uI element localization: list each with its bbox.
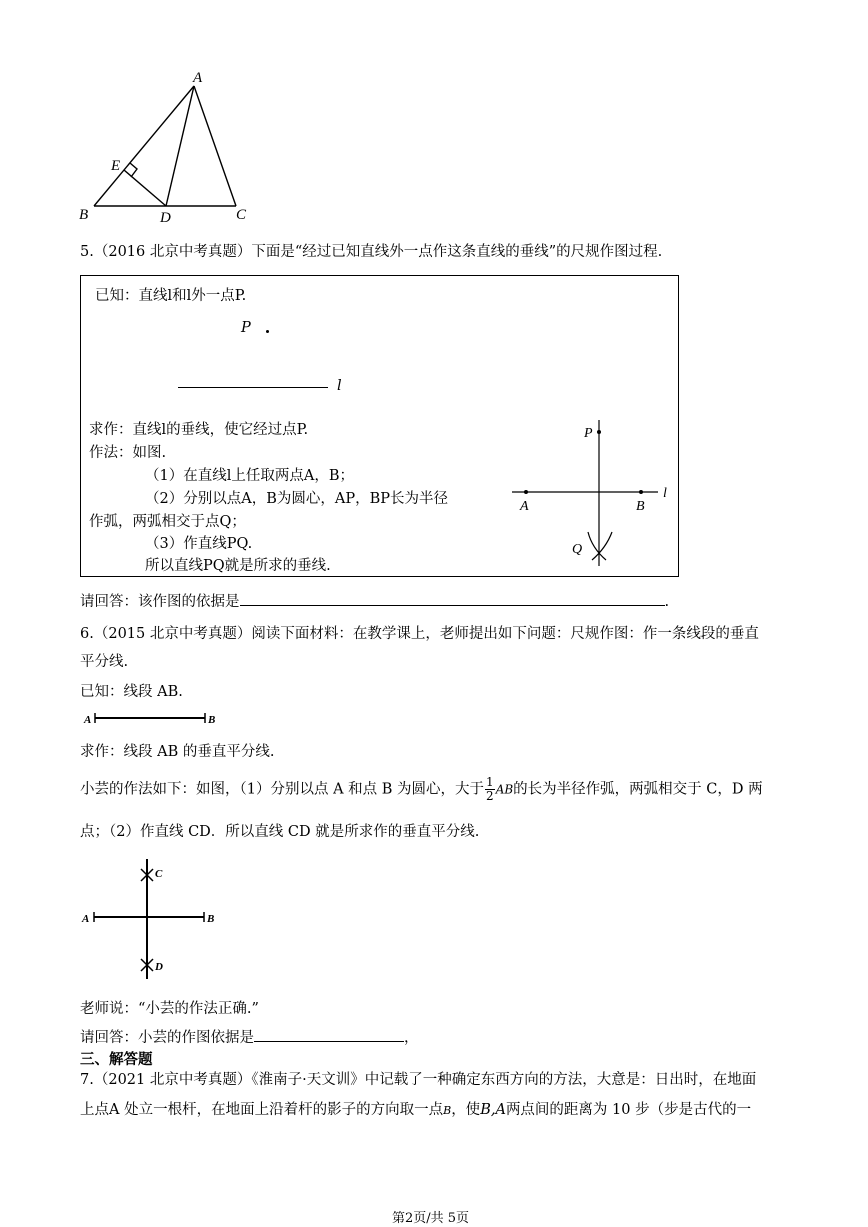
q7-text2: 上点A 处立一根杆，在地面上沿着杆的影子的方向取一点 (80, 1102, 444, 1118)
q7-line2 (80, 1098, 751, 1119)
q6-answer-blank[interactable] (254, 1027, 404, 1042)
q7-text4: 两点间的距离为 10 步（步是古代的一 (505, 1102, 752, 1118)
bis-label-a: A (82, 913, 90, 925)
box-point-dot (266, 330, 269, 333)
q7-number: 7. (80, 1072, 94, 1088)
label-d: D (160, 210, 171, 226)
bisector-figure (80, 855, 220, 985)
q6-text: 阅读下面材料：在教学课上，老师提出如下问题：尺规作图：作一条线段的垂直 (251, 626, 759, 642)
q5-answer (80, 590, 669, 611)
fraction-denominator: 2 (486, 789, 494, 803)
q6-teacher: 老师说：“小芸的作法正确.” (80, 1001, 259, 1017)
fig-a: A (520, 499, 529, 514)
q6-method-c: 点；（2）作直线 CD．所以直线 CD 就是所求作的垂直平分线. (80, 824, 480, 840)
q7-header (80, 1068, 756, 1089)
q5-source: （2016 北京中考真题） (93, 244, 252, 260)
q6-ask: 求作：线段 AB 的垂直平分线. (80, 744, 275, 760)
fraction-numerator: 1 (486, 775, 494, 789)
box-line (178, 387, 328, 388)
perpendicular-figure (506, 414, 676, 574)
construction-box (80, 275, 679, 577)
q6-method (80, 776, 763, 803)
triangle-figure (74, 64, 264, 226)
q5-answer-prompt: 请回答：该作图的依据是 (80, 594, 240, 610)
q6-source: （2015 北京中考真题） (93, 626, 252, 642)
fraction-ab: AB (495, 782, 514, 797)
seg-label-b: B (208, 714, 216, 726)
label-b: B (79, 207, 89, 223)
box-ask: 求作：直线l的垂线，使它经过点P. (89, 422, 309, 438)
box-step2b: 作弧，两弧相交于点Q； (89, 514, 246, 530)
box-line-label: l (337, 378, 342, 394)
box-method: 作法：如图. (89, 445, 167, 461)
fig-p: P (584, 426, 593, 441)
q7-point-b: B (443, 1104, 452, 1117)
bis-label-c: C (155, 868, 163, 880)
fig-l: l (663, 486, 667, 501)
section-heading: 三、解答题 (80, 1051, 153, 1068)
q6-method-a: 小芸的作法如下：如图，（1）分别以点 A 和点 B 为圆心，大于 (80, 781, 485, 798)
fraction-half (485, 776, 495, 803)
box-step2: （2）分别以点A，B为圆心，AP，BP长为半径 (145, 491, 448, 507)
q7-points-ba: B,A (480, 1102, 506, 1118)
q7-text3: ，使 (451, 1102, 481, 1118)
q6-number: 6. (80, 626, 94, 642)
box-point-label: P (241, 320, 251, 336)
q7-text: 《淮南子·天文训》中记载了一种确定东西方向的方法，大意是：日出时，在地面 (251, 1072, 757, 1088)
q5-header (80, 240, 662, 261)
q6-header (80, 622, 759, 643)
q5-number: 5. (80, 244, 94, 260)
box-known: 已知：直线l和l外一点P. (95, 288, 247, 304)
q5-answer-end: . (664, 594, 670, 610)
box-step3: （3）作直线PQ. (145, 536, 253, 552)
label-c: C (236, 207, 247, 223)
bis-label-d: D (155, 961, 163, 973)
seg-label-a: A (84, 714, 92, 726)
q6-method-b: 的长为半径作弧，两弧相交于 C，D 两 (513, 781, 763, 798)
box-step1: （1）在直线l上任取两点A，B； (145, 468, 354, 484)
q6-answer-prompt: 请回答：小芸的作图依据是 (80, 1030, 254, 1046)
q7-source: （2021 北京中考真题） (93, 1072, 252, 1088)
label-a: A (193, 70, 203, 86)
q5-text: 下面是“经过已知直线外一点作这条直线的垂线”的尺规作图过程. (251, 244, 663, 260)
fig-b: B (636, 499, 645, 514)
page-footer: 第2页/共 5页 (392, 1211, 470, 1226)
q6-text2: 平分线. (80, 654, 129, 670)
q6-answer (80, 1026, 419, 1047)
q5-answer-blank[interactable] (240, 591, 665, 606)
q6-known: 已知：线段 AB. (80, 684, 183, 700)
segment-ab-figure (82, 708, 222, 728)
label-e: E (111, 158, 121, 174)
q6-answer-end: ， (404, 1030, 419, 1046)
fig-q: Q (572, 542, 583, 557)
bis-label-b: B (207, 913, 215, 925)
box-conclusion: 所以直线PQ就是所求的垂线. (145, 558, 331, 574)
